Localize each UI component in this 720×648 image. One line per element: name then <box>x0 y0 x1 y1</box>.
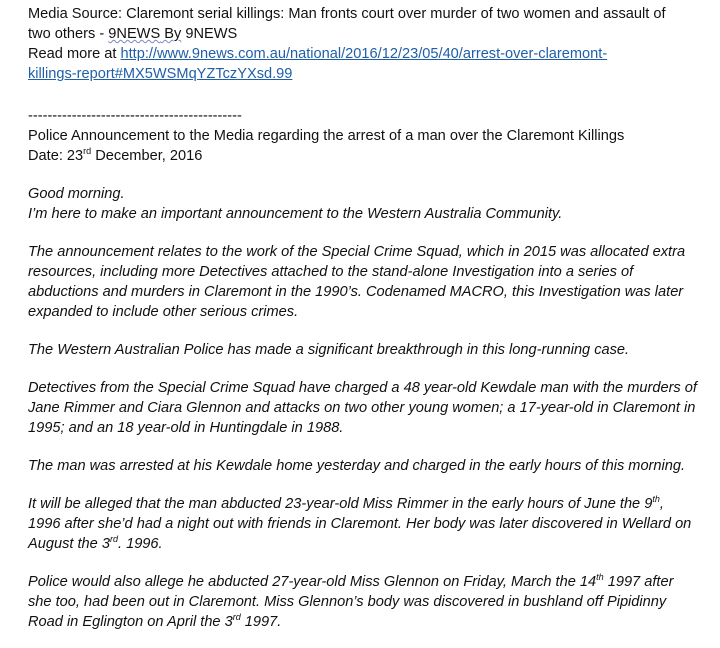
rimmer-ordinal-2: rd <box>109 534 118 545</box>
read-more-label: Read more at <box>28 46 121 62</box>
separator-line: -------------------------------------------- <box>28 108 242 124</box>
glennon-ordinal-1: th <box>596 572 604 583</box>
announcement-date <box>28 146 700 166</box>
announcement-title: Police Announcement to the Media regarding the arrest of a man over the Claremont Killings <box>28 128 625 144</box>
rimmer-text-a: It will be alleged that the man abducted 23-year-old Miss Rimmer in the early hours of June the 9 <box>28 496 653 512</box>
rimmer-text-c: . 1996. <box>117 536 163 552</box>
paragraph-special-crime-squad: The announcement relates to the work of the Special Crime Squad, which in 2015 was allocated extra resources, including more Detectives attached to the stand-alone Investigation into a series of abductions and murders in Claremont in the 1990’s. Codenamed MACRO, this Investigation was later expanded to include other serious crimes. <box>28 244 686 320</box>
paragraph-breakthrough: The Western Australian Police has made a significant breakthrough in this long-running case. <box>28 342 630 358</box>
paragraph-rimmer <box>28 494 700 554</box>
paragraph-arrest: The man was arrested at his Kewdale home yesterday and charged in the early hours of this morning. <box>28 458 686 474</box>
source-link-part1: http://www.9news.com.au/national/2016/12/23/05/40/arrest-over-claremont- <box>120 46 608 62</box>
media-source-line <box>28 4 700 44</box>
intro-paragraph: I’m here to make an important announcement to the Western Australia Community. <box>28 206 563 222</box>
date-ordinal: rd <box>83 146 92 157</box>
media-source-suffix: 9NEWS <box>181 26 238 42</box>
rimmer-ordinal-1: th <box>652 494 660 505</box>
glennon-text-a: Police would also allege he abducted 27-year-old Miss Glennon on Friday, March the 14 <box>28 574 597 590</box>
date-prefix: Date: 23 <box>28 148 84 164</box>
media-source-prefix: two others - <box>28 26 109 42</box>
media-source-9news: 9NEWS <box>108 26 161 42</box>
source-link-part2: killings-report#MX5WSMqYZTczYXsd.99 <box>28 66 293 82</box>
date-suffix: December, 2016 <box>91 148 203 164</box>
glennon-ordinal-2: rd <box>232 612 241 623</box>
glennon-text-c: 1997. <box>240 614 282 630</box>
greeting: Good morning. <box>28 186 125 202</box>
paragraph-glennon <box>28 572 700 632</box>
glennon-text-b: 1997 after she too, had been out in Claremont. Miss Glennon’s body was discovered in bushland off Pipidinny Road in Eglington on April the 3 <box>28 574 674 630</box>
paragraph-charges: Detectives from the Special Crime Squad have charged a 48 year-old Kewdale man with the murders of Jane Rimmer and Ciara Glennon and attacks on two other young women; a 17-year-old in Claremont in 1995; and an 18 year-old in Huntingdale in 1988. <box>28 380 697 436</box>
rimmer-text-b: , 1996 after she’d had a night out with friends in Claremont. Her body was later discovered in Wellard on August the 3 <box>28 496 692 552</box>
media-source-by: By <box>160 26 182 42</box>
read-more-line <box>28 44 700 84</box>
media-source-text: Media Source: Claremont serial killings: Man fronts court over murder of two women and assault of <box>28 6 666 22</box>
